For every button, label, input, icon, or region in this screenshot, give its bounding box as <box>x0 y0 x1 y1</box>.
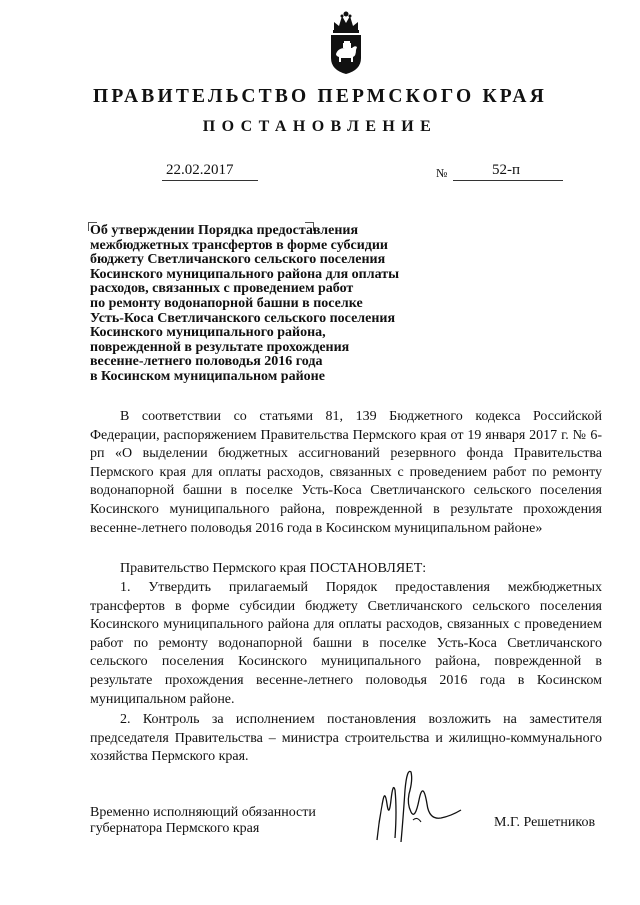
subject-line: бюджету Светличанского сельского поселения <box>90 252 386 268</box>
decree-subject <box>90 224 450 385</box>
document-type: ПОСТАНОВЛЕНИЕ <box>202 118 438 135</box>
signatory-role-line: губернатора Пермского края <box>90 821 260 836</box>
signatory-role-line: Временно исполняющий обязанности <box>90 805 316 820</box>
handwritten-signature <box>365 760 465 850</box>
subject-line: по ремонту водонапорной башни в поселке <box>90 295 363 311</box>
number-sign: № <box>436 166 448 180</box>
subject-line: межбюджетных трансфертов в форме субсидии <box>90 237 388 253</box>
subject-line: поврежденной в результате прохождения <box>90 339 350 355</box>
signatory-role <box>90 805 316 837</box>
decree-date: 22.02.2017 <box>166 162 234 178</box>
government-name: ПРАВИТЕЛЬСТВО ПЕРМСКОГО КРАЯ <box>93 86 547 107</box>
subject-line: в Косинском муниципальном районе <box>90 368 325 384</box>
subject-line: весенне-летнего половодья 2016 года <box>90 354 323 370</box>
signer-name: М.Г. Решетников <box>494 815 596 830</box>
subject-line: Усть-Коса Светличанского сельского поселения <box>90 310 396 326</box>
subject-line: Косинского муниципального района для оплаты <box>90 266 400 282</box>
subject-line: расходов, связанных с проведением работ <box>90 281 354 297</box>
decree-item-1: 1. Утвердить прилагаемый Порядок предоставления межбюджетных трансфертов в форме субсидии бюджету Светличанского сельского поселения Косинского муниципального района для оплаты расходов, связанных с проведением работ по ремонту водонапорной башни в поселке Усть-Коса Светличанского сельского поселения Косинского муниципального района, поврежденной в результате прохождения весенне-летнего половодья 2016 года в Косинском муниципальном районе. <box>90 580 602 707</box>
subject-line: Косинского муниципального района, <box>90 325 326 341</box>
subject-line: Об утверждении Порядка предоставления <box>90 223 359 238</box>
decree-item-2: 2. Контроль за исполнением постановления возложить на заместителя председателя Правительства – министра строительства и жилищно-коммунального хозяйства Пермского края. <box>90 712 602 765</box>
decree-number: 52-п <box>492 162 521 178</box>
perm-krai-coat-of-arms-icon <box>326 10 366 76</box>
preamble-paragraph: В соответствии со статьями 81, 139 Бюджетного кодекса Российской Федерации, распоряжением Правительства Пермского края от 19 января 2017 г. № 6-рп «О выделении бюджетных ассигнований резервного фонда Правительства Пермского края для оплаты расходов, связанных с проведением работ по ремонту водонапорной башни в поселке Усть-Коса Светличанского сельского поселения Косинского муниципального района, поврежденной в результате прохождения весенне-летнего половодья 2016 года в Косинском муниципальном районе» <box>90 409 602 536</box>
decree-clause: Правительство Пермского края ПОСТАНОВЛЯЕТ: <box>120 561 427 576</box>
